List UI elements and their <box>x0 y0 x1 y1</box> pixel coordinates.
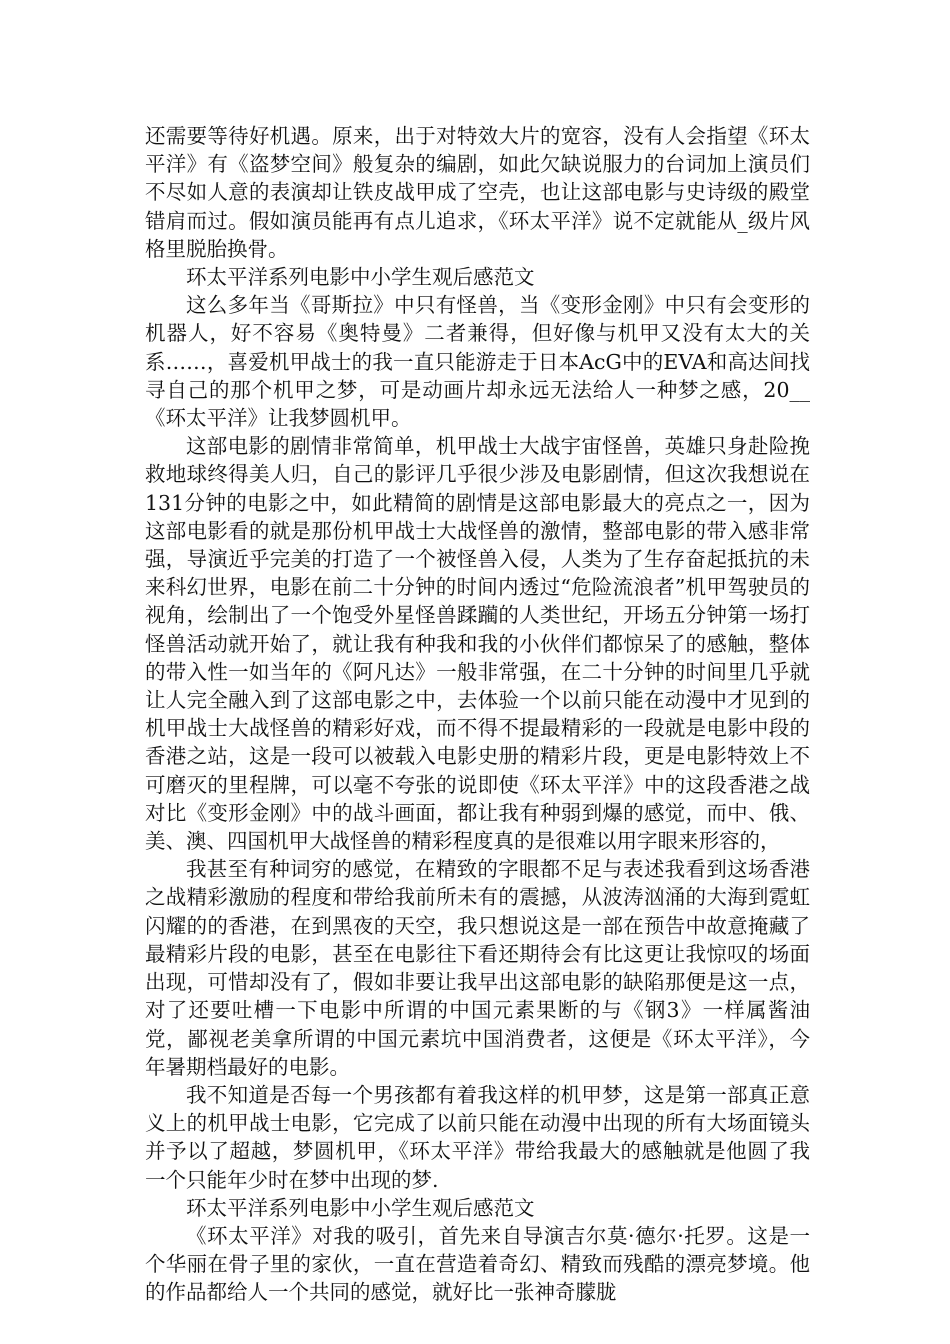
paragraph: 这部电影的剧情非常简单，机甲战士大战宇宙怪兽，英雄只身赴险挽救地球终得美人归，自己的影评几乎很少涉及电影剧情，但这次我想说在131分钟的电影之中，如此精简的剧情是这部电影最大的亮点之一，因为这部电影看的就是那份机甲战士大战怪兽的激情，整部电影的带入感非常强，导演近乎完美的打造了一个被怪兽入侵，人类为了生存奋起抵抗的未来科幻世界，电影在前二十分钟的时间内透过“危险流浪者”机甲驾驶员的视角，绘制出了一个饱受外星怪兽蹂躏的人类世纪，开场五分钟第一场打怪兽活动就开始了，就让我有种我和我的小伙伴们都惊呆了的感触，整体的带入性一如当年的《阿凡达》一般非常强，在二十分钟的时间里几乎就让人完全融入到了这部电影之中，去体验一个以前只能在动漫中才见到的机甲战士大战怪兽的精彩好戏，而不得不提最精彩的一段就是电影中段的香港之站，这是一段可以被载入电影史册的精彩片段，更是电影特效上不可磨灭的里程牌，可以毫不夸张的说即使《环太平洋》中的这段香港之战对比《变形金刚》中的战斗画面，都让我有种弱到爆的感觉，而中、俄、美、澳、四国机甲大战怪兽的精彩程度真的是很难以用字眼来形容的， <box>145 434 810 854</box>
section-heading: 环太平洋系列电影中小学生观后感范文 <box>186 265 535 290</box>
paragraph: 《环太平洋》对我的吸引，首先来自导演吉尔莫·德尔·托罗。这是一个华丽在骨子里的家伙，一直在营造着奇幻、精致而残酷的漂亮梦境。他的作品都给人一个共同的感觉，就好比一张神奇朦胧 <box>145 1223 810 1305</box>
paragraph: 我不知道是否每一个男孩都有着我这样的机甲梦，这是第一部真正意义上的机甲战士电影，它完成了以前只能在动漫中出现的所有大场面镜头并予以了超越，梦圆机甲，《环太平洋》带给我最大的感触就是他圆了我一个只能年少时在梦中出现的梦. <box>145 1082 810 1192</box>
document-body <box>145 122 810 1307</box>
paragraph: 我甚至有种词穷的感觉，在精致的字眼都不足与表述我看到这场香港之战精彩激励的程度和带给我前所未有的震撼，从波涛汹涌的大海到霓虹闪耀的的香港，在到黑夜的天空，我只想说这是一部在预告中故意掩藏了最精彩片段的电影，甚至在电影往下看还期待会有比这更让我惊叹的场面出现，可惜却没有了，假如非要让我早出这部电影的缺陷那便是这一点，对了还要吐槽一下电影中所谓的中国元素果断的与《钢3》一样属酱油党，鄙视老美拿所谓的中国元素坑中国消费者，这便是《环太平洋》，今年暑期档最好的电影。 <box>145 857 810 1079</box>
paragraph-intro: 还需要等待好机遇。原来，出于对特效大片的宽容，没有人会指望《环太平洋》有《盗梦空间》般复杂的编剧，如此欠缺说服力的台词加上演员们不尽如人意的表演却让铁皮战甲成了空壳，也让这部电影与史诗级的殿堂错肩而过。假如演员能再有点儿追求，《环太平洋》说不定就能从_级片风格里脱胎换骨。 <box>145 124 810 261</box>
paragraph: 这么多年当《哥斯拉》中只有怪兽，当《变形金刚》中只有会变形的机器人，好不容易《奥特曼》二者兼得，但好像与机甲又没有太大的关系……，喜爱机甲战士的我一直只能游走于日本AcG中的EVA和高达间找寻自己的那个机甲之梦，可是动画片却永远无法给人一种梦之感，20__《环太平洋》让我梦圆机甲。 <box>145 293 810 431</box>
section-heading: 环太平洋系列电影中小学生观后感范文 <box>186 1195 535 1220</box>
